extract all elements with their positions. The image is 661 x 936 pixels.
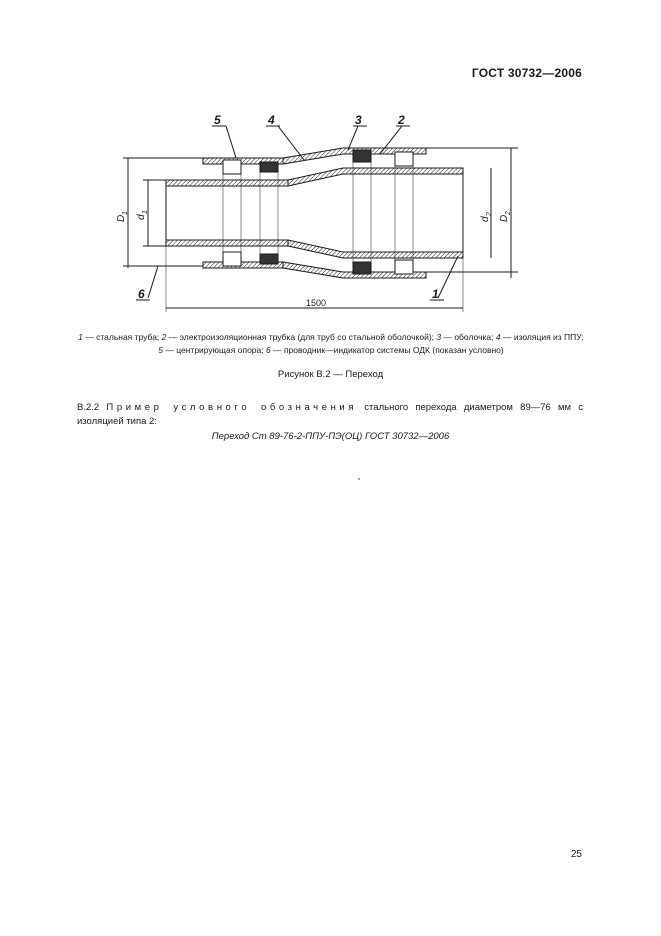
- page-number: 25: [570, 849, 582, 860]
- legend-item-6: 6 — проводник—индикатор системы ОДК (показан условно): [265, 345, 504, 355]
- dim-d1-label: d: [136, 214, 147, 220]
- designation-example: Переход Ст 89-76-2-ППУ-ПЭ(ОЦ) ГОСТ 30732—2006: [211, 431, 450, 442]
- callout-2: 2: [398, 113, 405, 127]
- legend-item-2: 2 — электроизоляционная трубка (для труб со стальной оболочкой);: [161, 332, 437, 342]
- legend-item-5: 5 — центрирующая опора;: [158, 345, 266, 355]
- callout-3: 3: [355, 113, 362, 127]
- pipe-transition-drawing: [108, 110, 528, 315]
- dim-D2-sub: 2: [505, 211, 512, 215]
- legend-item-3: 3 — оболочка;: [436, 332, 496, 342]
- example-number: В.2.2: [77, 402, 100, 413]
- callout-6: 6: [138, 287, 145, 301]
- callout-1: 1: [432, 287, 439, 301]
- dim-d2-label: d: [480, 216, 491, 222]
- dim-D2-label: D: [499, 214, 510, 222]
- dim-d2-sub: 2: [486, 212, 493, 216]
- dim-D1-label: D: [116, 214, 127, 222]
- legend-item-4: 4 — изоляция из ППУ;: [495, 332, 584, 342]
- figure-caption: Рисунок В.2 — Переход: [277, 369, 384, 380]
- figure-legend: [46, 331, 616, 357]
- scan-dot: [358, 478, 360, 480]
- legend-item-1: 1 — стальная труба;: [78, 332, 162, 342]
- dim-D1-sub: 1: [122, 211, 129, 215]
- callout-4: 4: [268, 113, 275, 127]
- example-heading: Пример условного обозначения: [106, 402, 358, 413]
- example-text: стального перехода диаметром 89—76 мм с изоляцией типа 2:: [77, 402, 584, 427]
- dim-d1-sub: 1: [142, 210, 149, 214]
- standard-header: ГОСТ 30732—2006: [471, 66, 582, 80]
- example-paragraph: [77, 401, 583, 429]
- callout-5: 5: [214, 113, 221, 127]
- length-dimension: 1500: [306, 298, 327, 308]
